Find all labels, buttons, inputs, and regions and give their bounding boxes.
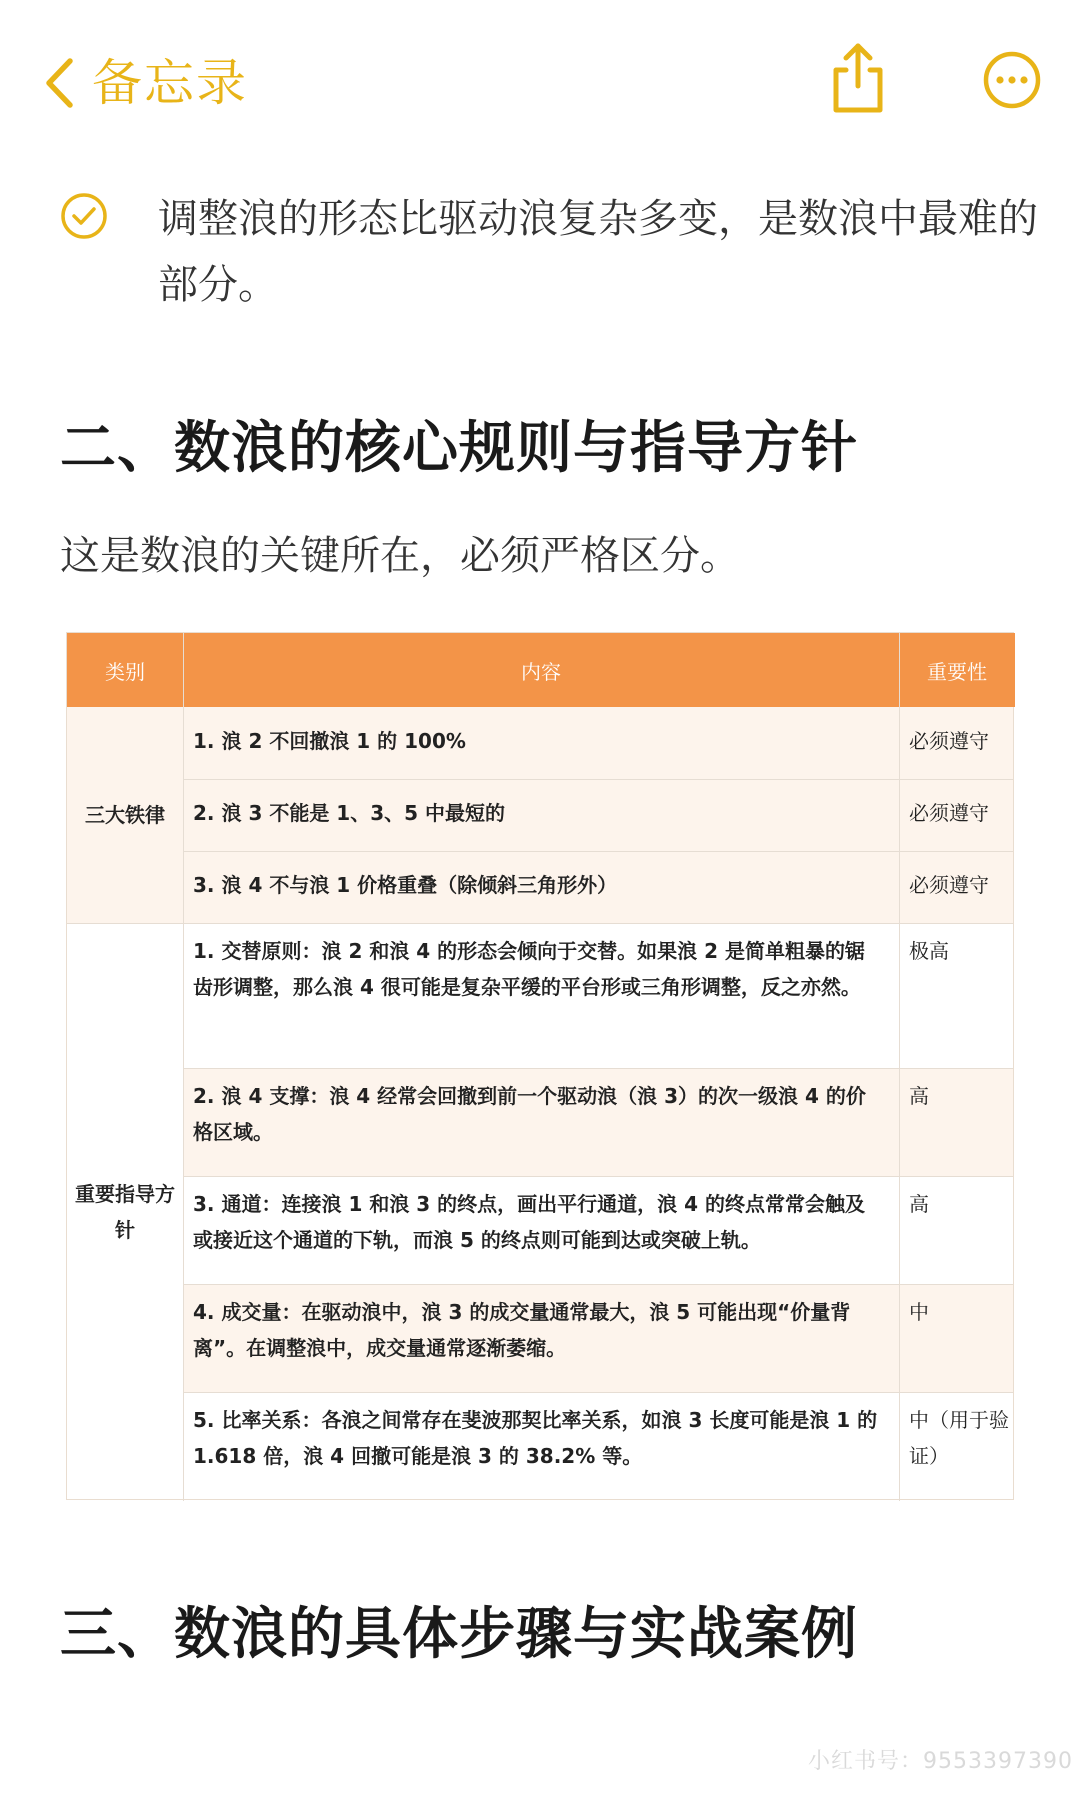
table-row-content: 4. 成交量：在驱动浪中，浪 3 的成交量通常最大，浪 5 可能出现“价量背离”。在调整浪中，成交量通常逐渐萎缩。 [193, 1300, 851, 1360]
checkmark-circle-icon[interactable] [60, 192, 108, 240]
table-divider [183, 851, 1013, 852]
table-row-importance: 必须遵守 [909, 873, 989, 897]
table-row-content: 1. 交替原则：浪 2 和浪 4 的形态会倾向于交替。如果浪 2 是简单粗暴的锯齿形调整，那么浪 4 很可能是复杂平缓的平台形或三角形调整，反之亦然。 [193, 939, 866, 999]
table-row-content: 1. 浪 2 不回撤浪 1 的 100% [193, 729, 466, 753]
table-header-category: 类别 [67, 633, 183, 707]
table-row-importance: 中 [909, 1300, 929, 1324]
table-header-importance: 重要性 [899, 633, 1015, 707]
table-divider [183, 1176, 1013, 1177]
nav-bar [0, 0, 1080, 150]
rules-table [66, 632, 1014, 1500]
table-row-importance: 必须遵守 [909, 801, 989, 825]
section-heading: 二、数浪的核心规则与指导方针 [60, 416, 858, 481]
table-divider [67, 923, 1013, 924]
table-row-content: 2. 浪 3 不能是 1、3、5 中最短的 [193, 801, 505, 825]
checklist-item-text: 调整浪的形态比驱动浪复杂多变，是数浪中最难的部分。 [158, 196, 1038, 308]
table-row-content: 3. 浪 4 不与浪 1 价格重叠（除倾斜三角形外） [193, 873, 618, 897]
table-divider [183, 1284, 1013, 1285]
table-divider [899, 633, 900, 1501]
share-icon [828, 101, 888, 120]
table-divider [183, 1068, 1013, 1069]
table-divider [183, 779, 1013, 780]
watermark: 小红书号：9553397390 [808, 1749, 1073, 1774]
table-divider [183, 1392, 1013, 1393]
table-category: 重要指导方针 [75, 1182, 175, 1242]
section-heading: 三、数浪的具体步骤与实战案例 [60, 1602, 858, 1667]
table-row-importance: 高 [909, 1192, 929, 1216]
table-row-importance: 高 [909, 1084, 929, 1108]
table-row-importance: 极高 [909, 939, 949, 963]
section-intro: 这是数浪的关键所在，必须严格区分。 [60, 533, 740, 579]
more-button[interactable] [982, 50, 1042, 110]
table-row-content: 5. 比率关系：各浪之间常存在斐波那契比率关系，如浪 3 长度可能是浪 1 的 1.618 倍，浪 4 回撤可能是浪 3 的 38.2% 等。 [193, 1408, 878, 1468]
table-row-content: 2. 浪 4 支撑：浪 4 经常会回撤到前一个驱动浪（浪 3）的次一级浪 4 的价格区域。 [193, 1084, 866, 1144]
chevron-left-icon [44, 57, 74, 109]
back-label: 备忘录 [92, 54, 248, 112]
share-button[interactable] [828, 40, 888, 116]
table-row-content: 3. 通道：连接浪 1 和浪 3 的终点，画出平行通道，浪 4 的终点常常会触及或接近这个通道的下轨，而浪 5 的终点则可能到达或突破上轨。 [193, 1192, 866, 1252]
table-row-importance: 中（用于验证） [909, 1408, 1009, 1468]
more-icon [982, 95, 1042, 114]
table-divider [183, 633, 184, 1501]
back-button[interactable] [44, 48, 248, 118]
table-row-importance: 必须遵守 [909, 729, 989, 753]
table-header-content: 内容 [183, 633, 899, 707]
table-category: 三大铁律 [85, 803, 165, 827]
